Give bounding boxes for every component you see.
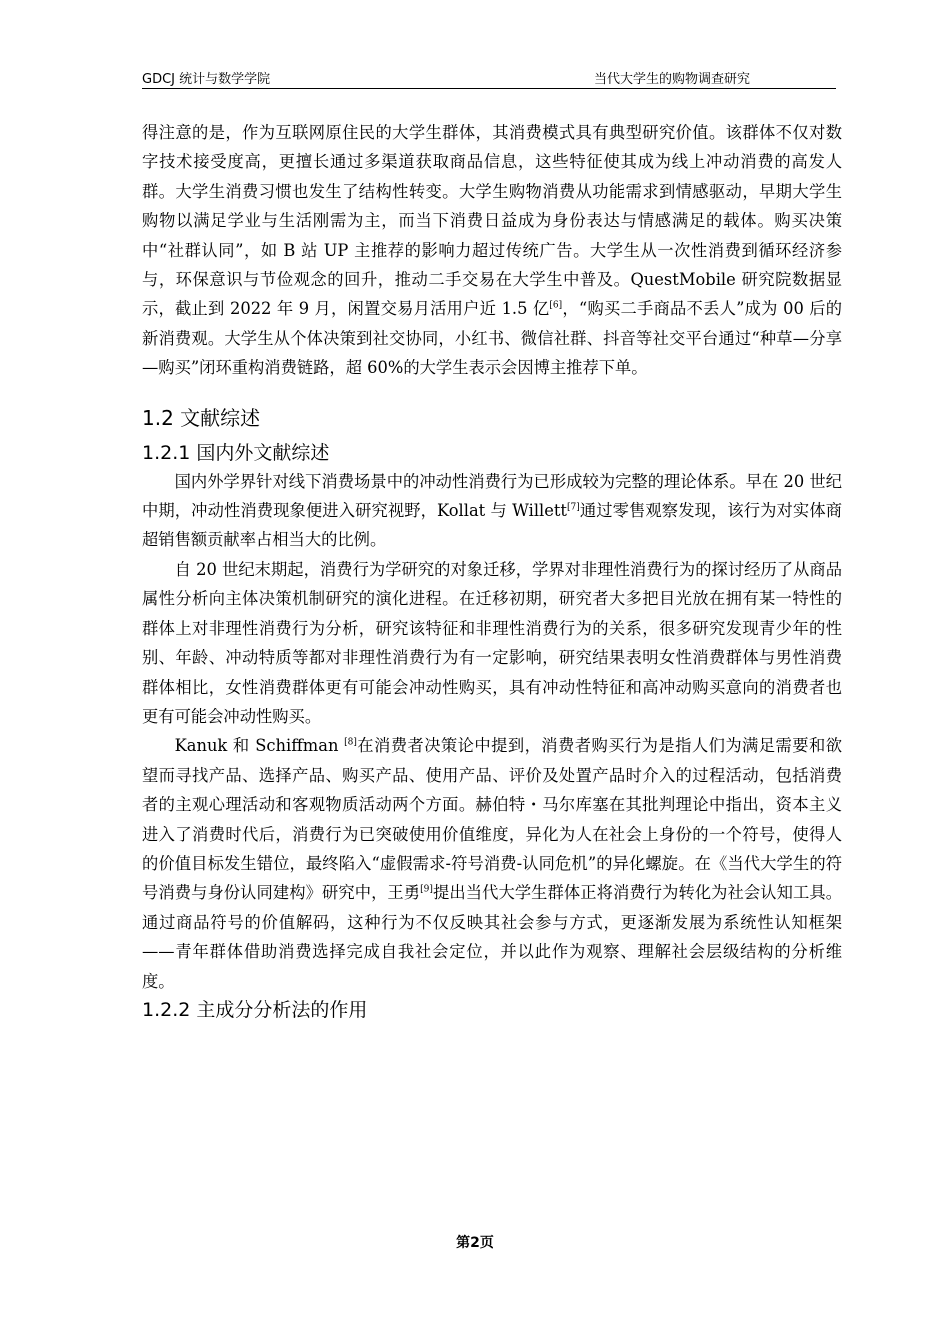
section-heading-1-2-2: 1.2.2 主成分分析法的作用 [142, 998, 368, 1021]
document-body [142, 118, 842, 1024]
citation-9: [9] [420, 884, 433, 895]
page-header [142, 66, 836, 89]
section-heading-1-2-1: 1.2.1 国内外文献综述 [142, 441, 330, 464]
p2-tail: 通过零售观察发现，该行为对实体商超销售额贡献率占相当大的比例。 [142, 501, 842, 550]
p2-text: 国内外学界针对线下消费场景中的冲动性消费行为已形成较为完整的理论体系。早在 20 世纪中期，冲动性消费现象便进入研究视野，Kollat 与 Willett [142, 471, 842, 521]
citation-7: [7] [566, 502, 580, 513]
p4-mid: 在消费者决策论中提到，消费者购买行为是指人们为满足需要和欲望而寻找产品、选择产品、购买产品、使用产品、评价及处置产品时介入的过程活动，包括消费者的主观心理活动和客观物质活动两个方面。赫伯特・马尔库塞在其批判理论中指出，资本主义进入了消费时代后，消费行为已突破使用价值维度，异化为人在社会上身份的一个符号，使得人的价值目标发生错位，最终陷入“虚假需求-符号消费-认同危机”的异化螺旋。在《当代大学生的符号消费与身份认同建构》研究中，王勇 [142, 736, 842, 903]
paragraph-2 [142, 467, 842, 555]
paragraph-1 [142, 118, 842, 383]
header-school: GDCJ 统计与数学学院 [142, 72, 271, 87]
paragraph-4 [142, 731, 842, 996]
paragraph-3: 自 20 世纪末期起，消费行为学研究的对象迁移，学界对非理性消费行为的探讨经历了从商品属性分析向主体决策机制研究的演化进程。在迁移初期，研究者大多把目光放在拥有某一特性的群体上对非理性消费行为分析，研究该特征和非理性消费行为的关系，很多研究发现青少年的性别、年龄、冲动特质等都对非理性消费行为有一定影响，研究结果表明女性消费群体与男性消费群体相比，女性消费群体更有可能会冲动性购买，具有冲动性特征和高冲动购买意向的消费者也更有可能会冲动性购买。 [142, 559, 842, 726]
p4-text: Kanuk 和 Schiffman [174, 736, 345, 756]
p1-text: 得注意的是，作为互联网原住民的大学生群体，其消费模式具有典型研究价值。该群体不仅对数字技术接受度高，更擅长通过多渠道获取商品信息，这些特征使其成为线上冲动消费的高发人群。大学生消费习惯也发生了结构性转变。大学生购物消费从功能需求到情感驱动，早期大学生购物以满足学业与生活刚需为主，而当下消费日益成为身份表达与情感满足的载体。购买决策中“社群认同”，如 B 站 UP 主推荐的影响力超过传统广告。大学生从一次性消费到循环经济参与，环保意识与节俭观念的回升，推动二手交易在大学生中普及。QuestMobile 研究院数据显示，截止到 2022 年 9 月，闲置交易月活用户近 1.5 亿 [142, 123, 842, 319]
page-number: 第2页 [456, 1235, 494, 1251]
citation-8: [8] [344, 737, 357, 748]
section-heading-1-2: 1.2 文献综述 [142, 405, 261, 430]
p4-tail: 提出当代大学生群体正将消费行为转化为社会认知工具。通过商品符号的价值解码，这种行为不仅反映其社会参与方式，更逐渐发展为系统性认知框架——青年群体借助消费选择完成自我社会定位，并以此作为观察、理解社会层级结构的分析维度。 [142, 883, 842, 991]
p1-tail: ，“购买二手商品不丢人”成为 00 后的新消费观。大学生从个体决策到社交协同，小红书、微信社群、抖音等社交平台通过“种草—分享—购买”闭环重构消费链路，超 60%的大学生表示会因博主推荐下单。 [142, 299, 843, 378]
header-title: 当代大学生的购物调查研究 [593, 72, 750, 87]
citation-6: [6] [549, 301, 563, 312]
